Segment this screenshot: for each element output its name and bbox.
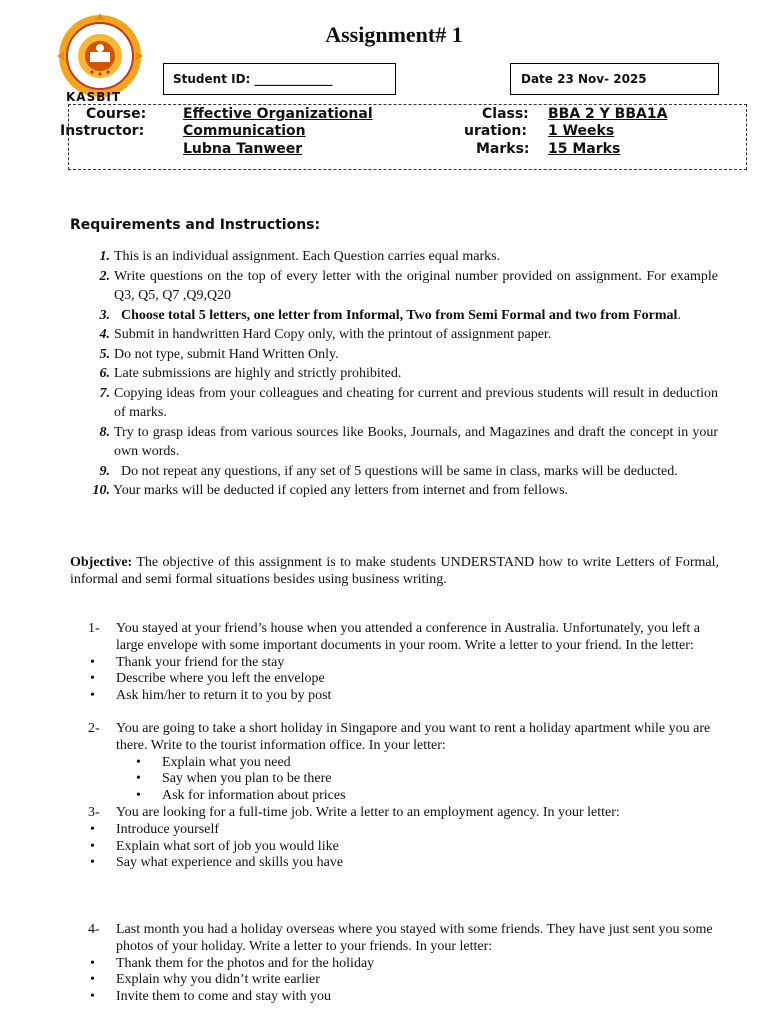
bullet-icon: • [136,771,141,787]
bullet-text: Thank them for the photos and for the holiday [116,955,375,971]
requirements-list [84,247,718,501]
requirement-period: . [677,307,681,323]
bullet-icon: • [90,654,95,670]
requirement-item [84,325,718,345]
question-text: You are looking for a full-time job. Write a letter to an employment agency. In your letter: [116,805,620,820]
bullet-icon: • [90,671,95,687]
bullet-text: Thank your friend for the stay [116,654,285,670]
question-prompt [88,621,728,655]
bullet-text: Ask for information about prices [162,788,346,804]
objective-label: Objective: [70,555,133,570]
question-bullet [88,855,728,872]
question-number: 3- [88,805,100,820]
requirement-number: 9. [99,463,110,479]
requirement-item [84,423,718,462]
bullet-icon: • [90,821,95,837]
question-bullet [88,822,728,839]
course-label: Course: [86,106,147,122]
assignment-title: Assignment# 1 [325,22,463,47]
question-bullet [88,655,728,672]
instructor-label: Instructor: [60,123,145,139]
question-text: Last month you had a holiday overseas where you stayed with some friends. They have just sent you some photos of your holiday. Write a letter to your friends. In your letter: [116,922,713,954]
requirement-item [84,462,718,482]
requirement-text: Late submissions are highly and strictly prohibited. [114,366,402,381]
bullet-icon: • [90,855,95,871]
question-text: You stayed at your friend’s house when you attended a conference in Australia. Unfortunately, you left a large envelope with some important documents in your room. Write a letter to your friend. In the letter: [116,621,700,653]
bullet-text: Ask him/her to return it to you by post [116,688,332,704]
duration-value: 1 Weeks [548,123,615,139]
question-prompt [88,805,728,822]
bullet-icon: • [136,788,141,804]
question-bullet [88,972,728,989]
question-prompt [88,721,728,755]
question-bullet [88,989,728,1006]
requirements-heading: Requirements and Instructions: [70,217,321,233]
logo-caption: KASBIT [66,90,122,104]
requirement-text: Do not repeat any questions, if any set of 5 questions will be same in class, marks will be deducted. [121,463,678,479]
question-bullet [88,688,728,705]
requirement-number: 7. [99,385,110,401]
requirement-item [84,247,718,267]
question-text: You are going to take a short holiday in Singapore and you want to rent a holiday apartment while you are there. Write to the tourist information office. In your letter: [116,721,711,753]
question-number: 2- [88,721,100,736]
date-label: Date 23 Nov- 2025 [521,72,647,86]
question-3 [88,805,728,872]
requirement-text: Try to grasp ideas from various sources like Books, Journals, and Magazines and draft the concept in your own words. [114,424,718,459]
requirement-text: Write questions on the top of every letter with the original number provided on assignment. For example Q3, Q5, Q7 ,Q9,Q20 [114,268,718,303]
question-prompt [88,922,728,956]
requirement-item [84,364,718,384]
requirement-text: Your marks will be deducted if copied any letters from internet and from fellows. [113,483,569,498]
question-bullet [88,671,728,688]
bullet-text: Invite them to come and stay with you [116,989,332,1005]
requirement-item [84,384,718,423]
course-value-line1: Effective Organizational [183,106,373,122]
requirement-number: 5. [99,346,110,362]
class-value: BBA 2 Y BBA1A [548,106,668,122]
class-label: Class: [482,106,529,122]
requirement-text: Copying ideas from your colleagues and cheating for current and previous students will result in deduction of marks. [114,385,718,420]
requirement-item [84,306,718,326]
instructor-value: Lubna Tanweer [183,141,303,157]
objective-text: The objective of this assignment is to make students UNDERSTAND how to write Letters of Formal, informal and semi formal situations besides using business writing. [70,555,719,587]
bullet-text: Describe where you left the envelope [116,671,325,687]
requirement-number: 2. [99,268,110,284]
marks-label: Marks: [476,141,530,157]
question-2 [88,721,728,805]
requirement-number: 10. [92,483,110,498]
requirement-number: 8. [99,424,110,440]
requirement-item [84,267,718,306]
bullet-text: Say when you plan to be there [162,771,332,787]
bullet-icon: • [90,688,95,704]
requirement-text: Do not type, submit Hand Written Only. [114,346,339,362]
marks-value: 15 Marks [548,141,621,157]
question-number: 4- [88,922,100,937]
requirement-number: 1. [99,249,110,264]
student-id-box [163,63,396,95]
requirement-item [84,345,718,365]
bullet-text: Explain why you didn’t write earlier [116,972,320,988]
objective-paragraph [70,554,719,588]
bullet-icon: • [90,955,95,971]
duration-label: uration: [464,123,527,139]
question-bullet [88,788,728,805]
bullet-icon: • [90,972,95,988]
question-4 [88,922,728,1006]
requirement-number: 6. [99,366,110,381]
requirement-number: 3. [99,307,110,323]
student-id-label: Student ID: _____________ [173,72,333,86]
question-bullet [88,839,728,856]
question-bullet [88,771,728,788]
question-number: 1- [88,621,100,636]
date-box [510,63,719,95]
question-bullet [88,755,728,772]
bullet-icon: • [90,989,95,1005]
requirement-number: 4. [99,327,110,342]
course-value-line2: Communication [183,123,306,139]
bullet-text: Say what experience and skills you have [116,855,344,871]
requirement-text: Choose total 5 letters, one letter from Informal, Two from Semi Formal and two from Formal. [121,307,681,323]
bullet-icon: • [90,838,95,854]
question-bullet [88,956,728,973]
bullet-text: Explain what you need [162,754,291,770]
bullet-text: Introduce yourself [116,821,220,837]
requirement-text: Submit in handwritten Hard Copy only, with the printout of assignment paper. [114,327,552,342]
bullet-icon: • [136,754,141,770]
question-1 [88,621,728,705]
requirement-item [84,481,718,501]
requirement-text: This is an individual assignment. Each Question carries equal marks. [114,249,501,264]
bullet-text: Explain what sort of job you would like [116,838,339,854]
